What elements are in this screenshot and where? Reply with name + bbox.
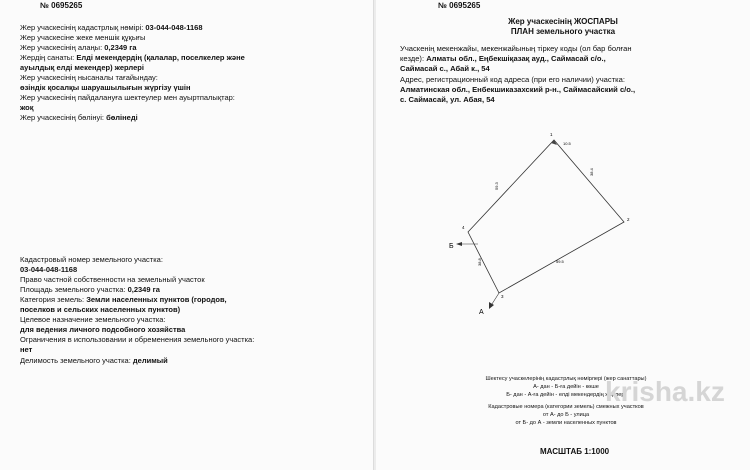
document-number: № 0695265 [40,1,83,10]
plan-scale: МАСШТАБ 1:1000 [540,447,610,456]
point-b-label: Б [449,243,454,250]
kz-line: Жер учаскесіне жеке меншік құқығы [20,33,146,42]
address-ru-value: с. Саймасай, ул. Абая, 54 [400,95,495,104]
point-a-label: А [479,309,484,316]
kz-line: Жер учаскесінің бөлінуі: бөлінеді [20,113,138,122]
arrow-a-head [489,302,494,309]
side-length-label: 59.5 [556,259,564,264]
kz-line: ауылдық елді мекендер) жерлері [20,63,144,72]
side-length-label: 59.3 [494,182,499,190]
ru-line: 03-044-048-1168 [20,265,78,274]
ru-line: Право частной собственности на земельный участок [20,275,205,284]
legend-line: Б- дан - А-ға дейін - елді мекендердің жерлері [506,392,626,398]
kz-line: Жер учаскесінің нысаналы тағайындау: [20,73,158,82]
document-number-right: № 0695265 [438,1,481,10]
legend-line: от А- до Б - улица [542,412,590,418]
plan-title-kz: Жер учаскесінің ЖОСПАРЫ [508,17,618,26]
vertex-label: 2 [627,217,630,222]
address-kz-line: кезде): Алматы обл., Еңбекшіқазақ ауд., Саймасай с/о., [400,54,606,63]
watermark-logo: krisha.kz [605,376,725,407]
ru-line: нет [20,345,33,354]
ru-line: Категория земель: Земли населенных пунктов (городов, [20,295,227,304]
left-page [0,0,374,470]
kz-line: өзіндік қосалқы шаруашылығын жүргізу үшін [20,83,191,92]
ru-line: Целевое назначение земельного участка: [20,315,166,324]
side-length-label: 10.5 [563,141,571,146]
plot-boundary [468,140,624,293]
plan-title-ru: ПЛАН земельного участка [510,27,616,36]
kz-line: Жер учаскесінің алаңы: 0,2349 га [20,43,137,52]
ru-line: Кадастровый номер земельного участка: [20,255,163,264]
ru-line: Делимость земельного участка: делимый [20,356,168,365]
side-length-label: 38.4 [589,168,594,176]
vertex-label: 3 [501,294,504,299]
kz-line: Жердің санаты: Елді мекендердің (қалалар, поселкелер және [20,53,245,62]
legend-line: Шектесу учаскелерінің кадастрлық нөмірлері (жер санаттары) [485,376,647,382]
arrow-b-head [456,242,462,246]
ru-line: Площадь земельного участка: 0,2349 га [20,285,160,294]
ru-line: для ведения личного подсобного хозяйства [20,325,186,334]
kz-line: жоқ [20,103,34,112]
ru-line: Ограничения в использовании и обременения земельного участка: [20,335,255,344]
side-length-label: 38.8 [477,258,482,266]
legend-line: от Б- до А - земли населенных пунктов [515,420,617,426]
kz-line: Жер учаскесінің кадастрлық нөмірі: 03-044-048-1168 [20,23,203,32]
kz-line: Жер учаскесінің пайдалануға шектеулер мен ауыртпалықтар: [20,93,235,102]
address-kz-label: Учаскенің мекенжайы, мекенжайының тіркеу коды (ол бар болған [400,44,632,53]
legend-line: А- дан - Б-ға дейін - көше [533,384,599,390]
address-kz-value: Саймасай с., Абай к., 54 [400,64,490,73]
address-ru-value: Алматинская обл., Енбекшиказахский р-н., Саймасайский с/о., [400,85,636,94]
address-ru-label: Адрес, регистрационный код адреса (при его наличии) участка: [400,75,626,84]
vertex-label: 1 [550,132,553,137]
legend-line: Кадастровые номера (категории земель) смежных участков [488,404,644,410]
arrow-a-line [492,293,499,304]
vertex-label: 4 [462,225,465,230]
ru-line: поселков и сельских населенных пунктов) [20,305,181,314]
